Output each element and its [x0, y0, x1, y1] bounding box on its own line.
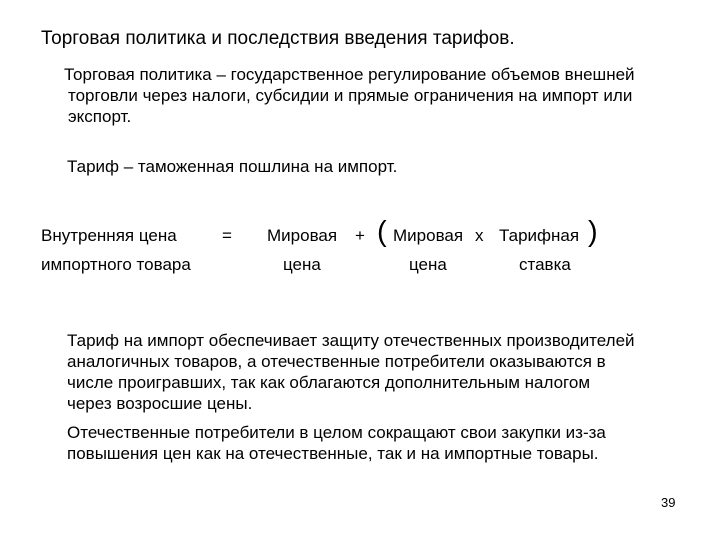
tariff-definition: Тариф – таможенная пошлина на импорт. — [67, 157, 398, 176]
consumers-line-2: повышения цен как на отечественные, так и на импортные товары. — [67, 444, 599, 463]
formula-open-paren: ( — [377, 216, 387, 248]
page-number: 39 — [661, 495, 676, 510]
consumers-paragraph — [67, 422, 606, 464]
trade-policy-definition-line-1: Торговая политика – государственное регулирование объемов внешней — [64, 65, 635, 84]
formula-close-paren: ) — [588, 216, 598, 248]
formula-tariff-rate-label-2: ставка — [519, 255, 571, 274]
trade-policy-definition-line-2: торговли через налоги, субсидии и прямые ограничения на импорт или — [68, 86, 633, 105]
formula-lhs-line-2: импортного товара — [41, 255, 191, 274]
formula-equals-sign: = — [222, 226, 232, 245]
slide-title: Торговая политика и последствия введения тарифов. — [41, 28, 515, 49]
tariff-protection-line-1: Тариф на импорт обеспечивает защиту отечественных производителей — [67, 331, 635, 350]
formula-times-sign: x — [475, 226, 484, 245]
formula-plus-sign: + — [355, 226, 365, 245]
consumers-line-1: Отечественные потребители в целом сокращают свои закупки из-за — [67, 423, 606, 442]
formula-world-price-label-1: Мировая — [267, 226, 338, 245]
formula-world-price2-label-1: Мировая — [393, 226, 464, 245]
formula-tariff-rate-label-1: Тарифная — [499, 226, 580, 245]
tariff-protection-paragraph — [67, 330, 635, 414]
trade-policy-definition — [64, 64, 635, 127]
tariff-protection-line-2: аналогичных товаров, а отечественные потребители оказываются в — [67, 352, 606, 371]
trade-policy-definition-line-3: экспорт. — [68, 107, 132, 126]
tariff-protection-line-3: числе проигравших, так как облагаются дополнительным налогом — [67, 373, 591, 392]
formula-world-price-label-2: цена — [283, 255, 321, 274]
tariff-protection-line-4: через возросшие цены. — [67, 394, 253, 413]
formula-world-price2-label-2: цена — [409, 255, 447, 274]
formula-lhs-line-1: Внутренняя цена — [41, 226, 177, 245]
